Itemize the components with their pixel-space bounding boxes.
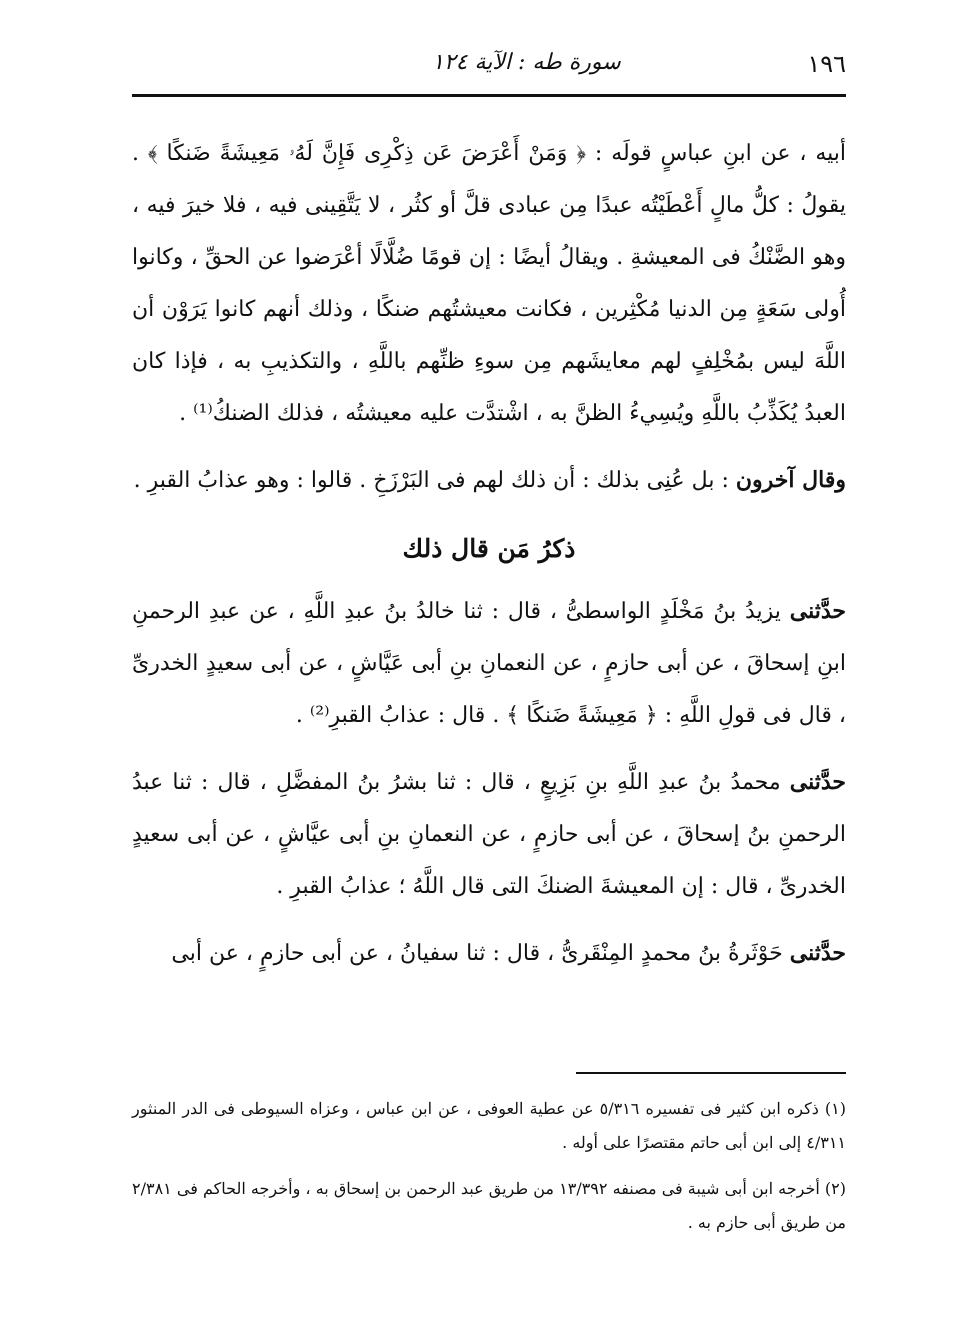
paragraph-1-text: أبيه ، عن ابنِ عباسٍ قولَه : ﴿ وَمَنْ أَعْرَضَ عَن ذِكْرِى فَإِنَّ لَهُۥ مَعِيشَةً ضَنكًا ﴾ . يقولُ : كلُّ مالٍ أَعْطَيْتُه عبدًا مِن عبادى قلَّ أو كثُر ، لا يَتَّقِينى فيه ، فلا خيرَ فيه ، وهو الضَّنْكُ فى المعيشةِ . ويقالُ أيضًا : إن قومًا ضُلَّالًا أعْرَضوا عن الحقِّ ، وكانوا أُولى سَعَةٍ مِن الدنيا مُكْثِرين ، فكانت معيشتُهم ضنكًا ، وذلك أنهم كانوا يَرَوْن أن اللَّهَ ليس بمُخْلِفٍ لهم معايشَهم مِن سوءِ ظنِّهم باللَّهِ ، والتكذيبِ به ، فإذا كان العبدُ يُكَذِّبُ باللَّهِ ويُسِيءُ الظنَّ به ، اشْتدَّت عليه معيشتُه ، فذلك الضنكُ⁽¹⁾ . — [132, 141, 846, 426]
paragraph-2 — [132, 454, 846, 507]
page-number: ١٩٦ — [807, 50, 846, 78]
header-rule — [132, 94, 846, 97]
paragraph-3-lead: حدَّثنى — [789, 598, 846, 624]
paragraph-4-text: محمدُ بنُ عبدِ اللَّهِ بنِ بَزِيعٍ ، قال : ثنا بشرُ بنُ المفضَّلِ ، قال : ثنا عبدُ الرحمنِ بنُ إسحاقَ ، عن أبى حازمٍ ، عن النعمانِ بنِ أبى عيَّاشٍ ، عن أبى سعيدٍ الخدرىِّ ، قال : إن المعيشةَ الضنكَ التى قال اللَّهُ ؛ عذابُ القبرِ . — [132, 770, 846, 899]
paragraph-1 — [132, 128, 846, 440]
paragraph-2-lead: وقال آخرون — [735, 467, 846, 493]
paragraph-5-text: حَوْثَرةُ بنُ محمدٍ المِنْقَرىُّ ، قال : ثنا سفيانُ ، عن أبى حازمٍ ، عن أبى — [171, 941, 783, 966]
paragraph-5-lead: حدَّثنى — [789, 940, 846, 966]
footnote-1: (١) ذكره ابن كثير فى تفسيره ٥/٣١٦ عن عطية العوفى ، عن ابن عباس ، وعزاه السيوطى فى الدر المنثور ٤/٣١١ إلى ابن أبى حاتم مقتصرًا على أوله . — [132, 1099, 846, 1152]
paragraph-3-text: يزيدُ بنُ مَخْلَدٍ الواسطىُّ ، قال : ثنا خالدُ بنُ عبدِ اللَّهِ ، عن عبدِ الرحمنِ ابنِ إسحاقَ ، عن أبى حازمٍ ، عن النعمانِ بنِ أبى عَيَّاشٍ ، عن أبى سعيدٍ الخدرىِّ ، قال فى قولِ اللَّهِ : ﴿ مَعِيشَةً ضَنكًا ﴾ . قال : عذابُ القبرِ⁽²⁾ . — [132, 599, 846, 728]
paragraph-4 — [132, 756, 846, 913]
footnotes — [132, 1092, 846, 1252]
page-header — [132, 44, 846, 84]
running-head: سورة طه : الآية ١٢٤ — [432, 50, 621, 75]
paragraph-3 — [132, 585, 846, 742]
main-text — [132, 128, 846, 980]
paragraph-4-lead: حدَّثنى — [789, 769, 846, 795]
footnote-rule — [576, 1072, 846, 1074]
footnote-2: (٢) أخرجه ابن أبى شيبة فى مصنفه ١٣/٣٩٢ من طريق عبد الرحمن بن إسحاق به ، وأخرجه الحاكم فى ٢/٣٨١ من طريق أبى حازم به . — [132, 1179, 847, 1232]
section-heading: ذكرُ مَن قال ذلك — [402, 534, 576, 563]
paragraph-2-text: : بل عُنِى بذلك : أن ذلك لهم فى البَرْزَخِ . قالوا : وهو عذابُ القبرِ . — [133, 468, 729, 493]
paragraph-5 — [132, 927, 846, 980]
